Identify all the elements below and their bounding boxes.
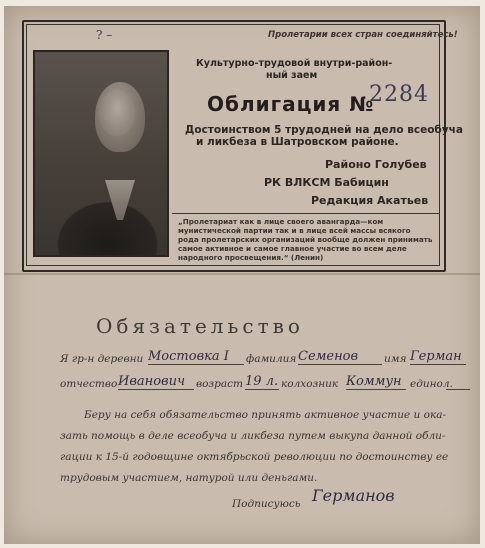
bond-number: 2284 [369, 82, 429, 107]
portrait-image [33, 50, 169, 257]
portrait-collar [105, 180, 135, 220]
sign-label: Подписуюсь [232, 498, 301, 510]
label-patronymic: отчество [60, 378, 118, 390]
quote-line: рода пролетарских организаций вообще должен принимать [178, 235, 433, 244]
quote-line: „Пролетариат как в лице своего авангарда—ком [178, 217, 384, 226]
denomination-line2: и ликбеза в Шатровском районе. [196, 136, 399, 148]
signatory-rono: Районо Голубев [325, 158, 427, 171]
fold-line [4, 273, 480, 275]
quote-line: самое активное и самое главное участие во всем деле [178, 244, 407, 253]
field-age: 19 л. [245, 374, 279, 389]
field-first-name: Герман [410, 349, 466, 365]
label-kolkhoznik: колхозник [281, 378, 339, 390]
field-village: Мостовка I [148, 349, 244, 365]
signatory-editorial: Редакция Акатьев [311, 194, 429, 207]
obligation-body-line: гации к 15-й годовщине октябрьской революции по достоинству ее [60, 451, 449, 463]
label-first-name: имя [384, 353, 407, 365]
quote-line: мунистической партии так и в лице всей массы всякого [178, 226, 411, 235]
blank-line [446, 389, 470, 390]
obligation-body-line: зать помощь в деле всеобуча и ликбеза путем выкупа данной обли- [60, 430, 446, 442]
field-patronymic: Иванович [118, 374, 194, 390]
loan-title-line2: ный заем [266, 70, 318, 81]
label-village: Я гр-н деревни [60, 353, 144, 365]
bond-title: Облигация № [207, 92, 375, 116]
denomination-line1: Достоинством 5 трудодней на дело всеобуча [185, 124, 463, 136]
obligation-heading: Обязательство [96, 314, 304, 338]
label-individual: единол. [410, 378, 453, 390]
obligation-body-line: Беру на себя обязательство принять активное участие и ока- [84, 409, 447, 421]
label-age: возраст [196, 378, 243, 390]
portrait-face [95, 82, 145, 152]
label-surname: фамилия [246, 353, 297, 365]
quote-line: народного просвещения.“ (Ленин) [178, 253, 324, 262]
field-kolkhoz: Коммун [346, 374, 406, 390]
obligation-body-line: трудовым участием, натурой или деньгами. [60, 472, 318, 484]
motto: Пролетарии всех стран соединяйтесь! [268, 30, 458, 40]
loan-title-line1: Культурно-трудовой внутри-район- [196, 58, 393, 69]
signature: Германов [312, 486, 395, 505]
handwritten-mark: ? – [96, 28, 113, 42]
signatory-rk-vlksm: РК ВЛКСМ Бабицин [264, 176, 389, 189]
field-surname: Семенов [298, 349, 382, 365]
